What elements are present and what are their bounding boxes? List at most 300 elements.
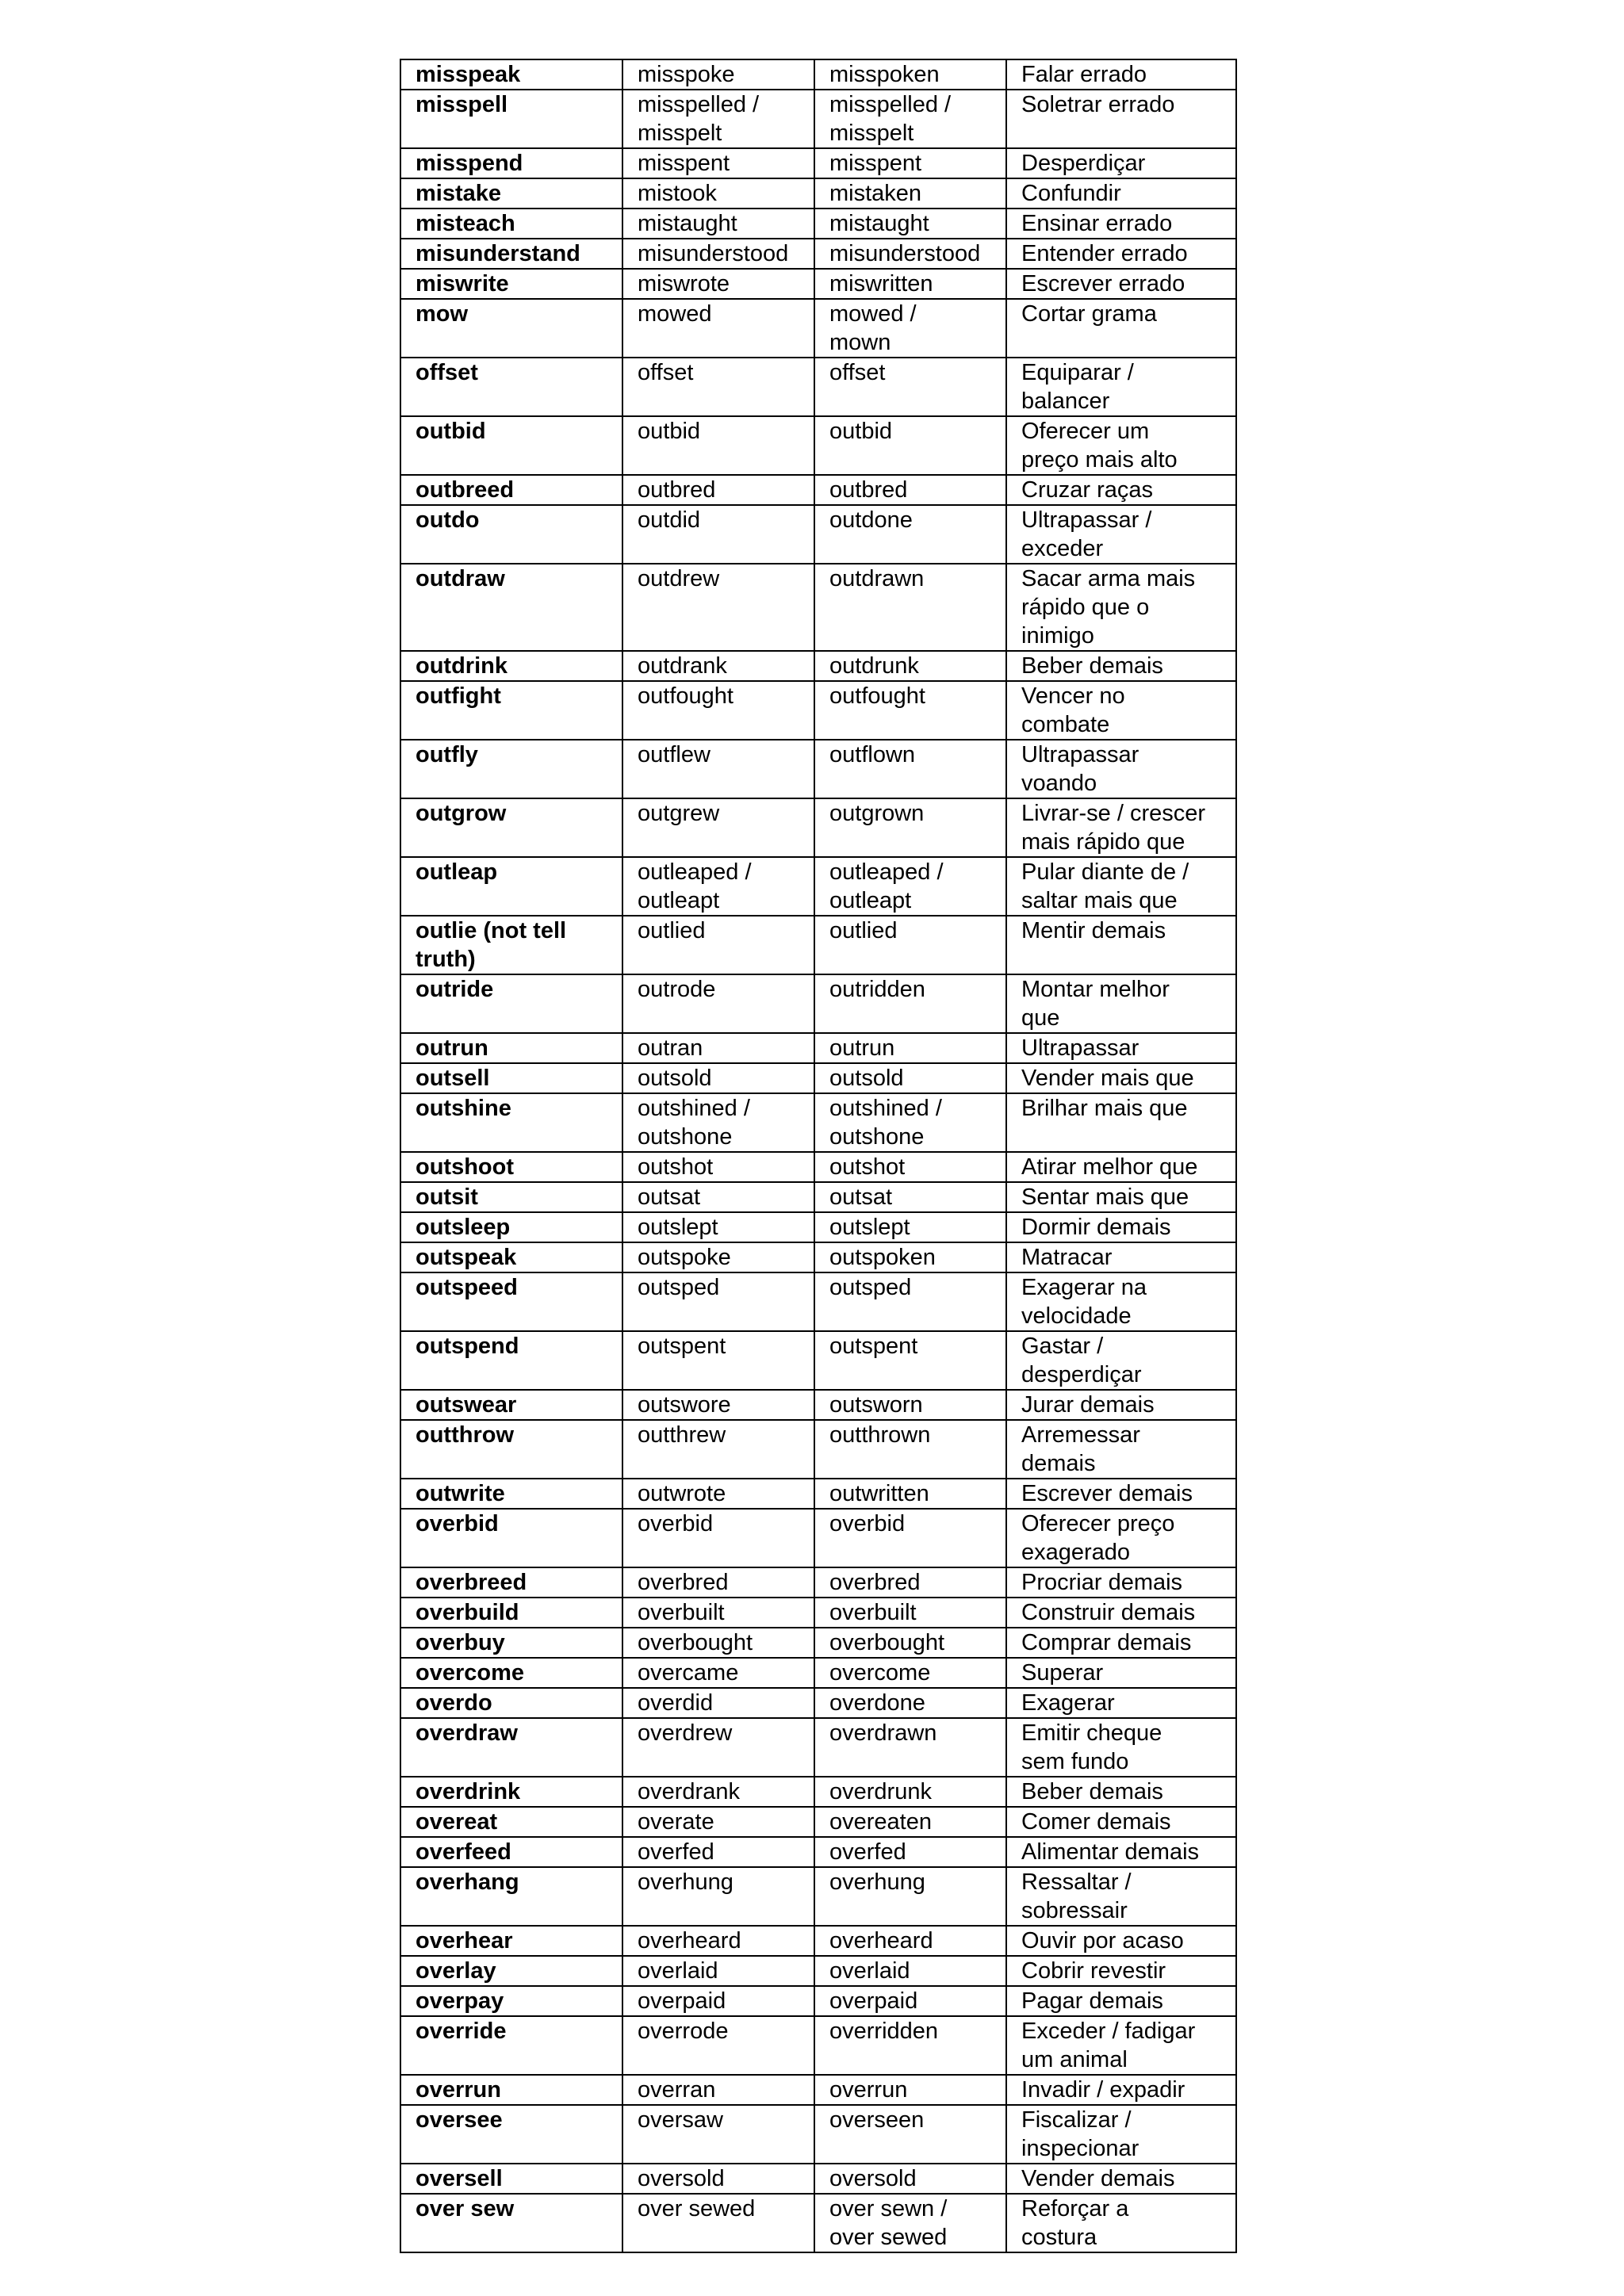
table-row	[400, 269, 1236, 299]
translation-text: Escrever errado	[1021, 271, 1185, 297]
base-form-text: over sew	[416, 2196, 515, 2221]
translation-cell	[1006, 1567, 1236, 1598]
past-simple-text: outbred	[638, 477, 716, 503]
base-form-cell	[400, 1628, 622, 1658]
table-row	[400, 90, 1236, 148]
past-participle-cell	[814, 148, 1006, 178]
past-simple-cell	[622, 1063, 814, 1093]
translation-text: Jurar demais	[1021, 1392, 1155, 1418]
past-simple-cell	[622, 1926, 814, 1956]
past-participle-text: outdone	[829, 507, 913, 533]
past-participle-text: overfed	[829, 1839, 906, 1865]
translation-cell	[1006, 2105, 1236, 2164]
table-row	[400, 1509, 1236, 1567]
past-participle-text: overcome	[829, 1660, 931, 1686]
past-participle-cell	[814, 974, 1006, 1033]
base-form-cell	[400, 416, 622, 475]
translation-text: Vender demais	[1021, 2166, 1175, 2191]
translation-text: Comer demais	[1021, 1809, 1171, 1835]
past-participle-text: outshot	[829, 1154, 906, 1180]
past-participle-cell	[814, 358, 1006, 416]
past-simple-text: overdrew	[638, 1720, 733, 1746]
past-simple-cell	[622, 148, 814, 178]
past-simple-text: overhung	[638, 1869, 733, 1895]
base-form-cell	[400, 90, 622, 148]
past-participle-text: outdrunk	[829, 653, 919, 679]
translation-text: Fiscalizar / inspecionar	[1021, 2107, 1139, 2161]
translation-text: Ultrapassar	[1021, 1035, 1139, 1061]
past-participle-text: over sewn / over sewed	[829, 2196, 948, 2250]
past-simple-cell	[622, 681, 814, 740]
past-participle-cell	[814, 1390, 1006, 1420]
past-simple-cell	[622, 2016, 814, 2075]
translation-cell	[1006, 798, 1236, 857]
past-participle-text: outslept	[829, 1215, 910, 1240]
past-simple-text: over sewed	[638, 2196, 756, 2221]
table-row	[400, 916, 1236, 974]
past-simple-cell	[622, 269, 814, 299]
table-row	[400, 1567, 1236, 1598]
past-simple-text: outsold	[638, 1066, 712, 1091]
table-row	[400, 148, 1236, 178]
past-simple-text: miswrote	[638, 271, 730, 297]
past-participle-text: outgrown	[829, 801, 925, 826]
translation-text: Oferecer um preço mais alto	[1021, 419, 1178, 473]
translation-text: Equiparar / balancer	[1021, 360, 1134, 414]
past-simple-cell	[622, 1807, 814, 1837]
past-participle-text: outbred	[829, 477, 908, 503]
past-participle-text: overdrawn	[829, 1720, 937, 1746]
past-participle-cell	[814, 1956, 1006, 1986]
past-simple-cell	[622, 740, 814, 798]
table-row	[400, 1986, 1236, 2016]
translation-text: Confundir	[1021, 181, 1121, 206]
translation-text: Cobrir revestir	[1021, 1958, 1166, 1984]
base-form-text: overbreed	[416, 1570, 527, 1595]
base-form-cell	[400, 2194, 622, 2252]
past-simple-cell	[622, 857, 814, 916]
past-simple-cell	[622, 974, 814, 1033]
base-form-text: outdrink	[416, 653, 508, 679]
base-form-text: overdraw	[416, 1720, 518, 1746]
translation-text: Vencer no combate	[1021, 683, 1125, 737]
past-participle-text: outrun	[829, 1035, 895, 1061]
past-simple-text: overdid	[638, 1690, 714, 1716]
past-participle-text: outwritten	[829, 1481, 929, 1506]
past-participle-text: outsold	[829, 1066, 904, 1091]
translation-text: Sacar arma mais rápido que o inimigo	[1021, 566, 1196, 649]
translation-cell	[1006, 505, 1236, 564]
translation-cell	[1006, 90, 1236, 148]
translation-cell	[1006, 1956, 1236, 1986]
past-participle-cell	[814, 1331, 1006, 1390]
base-form-cell	[400, 358, 622, 416]
translation-text: Desperdiçar	[1021, 151, 1146, 176]
translation-text: Ouvir por acaso	[1021, 1928, 1184, 1954]
past-participle-text: overhung	[829, 1869, 925, 1895]
past-participle-cell	[814, 209, 1006, 239]
table-row	[400, 1033, 1236, 1063]
base-form-text: outswear	[416, 1392, 517, 1418]
table-row	[400, 1182, 1236, 1212]
table-row	[400, 1658, 1236, 1688]
translation-text: Exagerar	[1021, 1690, 1115, 1716]
past-participle-cell	[814, 1420, 1006, 1479]
table-row	[400, 178, 1236, 209]
past-participle-cell	[814, 1242, 1006, 1272]
table-row	[400, 59, 1236, 90]
base-form-text: outfight	[416, 683, 501, 709]
table-row	[400, 1212, 1236, 1242]
past-simple-cell	[622, 209, 814, 239]
past-simple-cell	[622, 1509, 814, 1567]
past-participle-text: overridden	[829, 2019, 939, 2044]
table-row	[400, 1777, 1236, 1807]
past-simple-cell	[622, 1598, 814, 1628]
base-form-text: misspend	[416, 151, 523, 176]
past-participle-text: outsat	[829, 1184, 892, 1210]
past-participle-cell	[814, 2075, 1006, 2105]
base-form-text: outride	[416, 977, 494, 1002]
past-participle-text: overbuilt	[829, 1600, 917, 1625]
past-simple-text: overpaid	[638, 1988, 726, 2014]
past-participle-cell	[814, 651, 1006, 681]
past-participle-text: mistaught	[829, 211, 929, 236]
past-participle-cell	[814, 1986, 1006, 2016]
table-row	[400, 1807, 1236, 1837]
base-form-text: outsleep	[416, 1215, 511, 1240]
base-form-text: overcome	[416, 1660, 525, 1686]
translation-cell	[1006, 1986, 1236, 2016]
translation-text: Atirar melhor que	[1021, 1154, 1198, 1180]
past-participle-cell	[814, 1867, 1006, 1926]
base-form-text: outleap	[416, 859, 498, 885]
base-form-text: outspend	[416, 1334, 519, 1359]
past-simple-cell	[622, 1152, 814, 1182]
base-form-cell	[400, 1242, 622, 1272]
past-participle-cell	[814, 1033, 1006, 1063]
translation-text: Ensinar errado	[1021, 211, 1173, 236]
base-form-text: overbid	[416, 1511, 499, 1536]
past-simple-text: outleaped / outleapt	[638, 859, 752, 913]
table-row	[400, 2075, 1236, 2105]
translation-text: Gastar / desperdiçar	[1021, 1334, 1142, 1387]
past-participle-cell	[814, 1777, 1006, 1807]
past-simple-text: overran	[638, 2077, 716, 2103]
base-form-cell	[400, 1867, 622, 1926]
past-participle-cell	[814, 1688, 1006, 1718]
past-simple-cell	[622, 1242, 814, 1272]
past-participle-cell	[814, 2164, 1006, 2194]
translation-text: Ultrapassar / exceder	[1021, 507, 1152, 561]
table-row	[400, 651, 1236, 681]
past-simple-text: outsat	[638, 1184, 700, 1210]
base-form-text: outshoot	[416, 1154, 515, 1180]
table-row	[400, 358, 1236, 416]
past-participle-text: outlied	[829, 918, 898, 943]
base-form-cell	[400, 299, 622, 358]
translation-text: Falar errado	[1021, 62, 1147, 87]
past-simple-cell	[622, 1867, 814, 1926]
past-participle-text: overpaid	[829, 1988, 918, 2014]
table-row	[400, 1718, 1236, 1777]
past-simple-text: overbought	[638, 1630, 753, 1655]
past-simple-text: misspoke	[638, 62, 735, 87]
base-form-text: oversell	[416, 2166, 503, 2191]
past-participle-text: outflown	[829, 742, 916, 767]
past-simple-cell	[622, 1212, 814, 1242]
translation-cell	[1006, 1331, 1236, 1390]
past-simple-text: overdrank	[638, 1779, 740, 1804]
base-form-text: overpay	[416, 1988, 504, 2014]
past-participle-cell	[814, 299, 1006, 358]
past-simple-text: outshined / outshone	[638, 1096, 750, 1150]
past-participle-text: mowed / mown	[829, 301, 917, 355]
translation-text: Beber demais	[1021, 653, 1163, 679]
translation-cell	[1006, 209, 1236, 239]
past-participle-cell	[814, 269, 1006, 299]
base-form-cell	[400, 1479, 622, 1509]
table-row	[400, 239, 1236, 269]
past-simple-text: outfought	[638, 683, 733, 709]
past-simple-cell	[622, 505, 814, 564]
table-row	[400, 1479, 1236, 1509]
past-participle-cell	[814, 90, 1006, 148]
table-row	[400, 1837, 1236, 1867]
translation-cell	[1006, 299, 1236, 358]
base-form-cell	[400, 1688, 622, 1718]
past-participle-text: oversold	[829, 2166, 917, 2191]
translation-cell	[1006, 974, 1236, 1033]
past-simple-text: overbid	[638, 1511, 714, 1536]
past-simple-cell	[622, 1272, 814, 1331]
base-form-text: misteach	[416, 211, 515, 236]
table-row	[400, 1420, 1236, 1479]
past-participle-cell	[814, 1272, 1006, 1331]
past-simple-cell	[622, 2105, 814, 2164]
translation-cell	[1006, 1390, 1236, 1420]
past-simple-cell	[622, 1837, 814, 1867]
past-participle-cell	[814, 916, 1006, 974]
translation-text: Montar melhor que	[1021, 977, 1170, 1031]
past-simple-text: outdrank	[638, 653, 727, 679]
past-simple-cell	[622, 1956, 814, 1986]
past-simple-text: overheard	[638, 1928, 741, 1954]
past-participle-cell	[814, 1152, 1006, 1182]
past-simple-text: overate	[638, 1809, 714, 1835]
past-participle-text: outbid	[829, 419, 893, 444]
base-form-cell	[400, 1718, 622, 1777]
past-participle-cell	[814, 798, 1006, 857]
base-form-cell	[400, 857, 622, 916]
translation-cell	[1006, 2164, 1236, 2194]
base-form-cell	[400, 1390, 622, 1420]
past-simple-cell	[622, 2075, 814, 2105]
base-form-cell	[400, 1837, 622, 1867]
table-row	[400, 564, 1236, 651]
base-form-text: misspeak	[416, 62, 521, 87]
base-form-cell	[400, 1272, 622, 1331]
translation-cell	[1006, 564, 1236, 651]
base-form-cell	[400, 1509, 622, 1567]
past-simple-cell	[622, 1658, 814, 1688]
past-participle-cell	[814, 239, 1006, 269]
translation-text: Pagar demais	[1021, 1988, 1163, 2014]
translation-text: Matracar	[1021, 1245, 1113, 1270]
translation-cell	[1006, 1420, 1236, 1479]
base-form-cell	[400, 2105, 622, 2164]
past-simple-text: outspoke	[638, 1245, 731, 1270]
translation-cell	[1006, 1242, 1236, 1272]
base-form-cell	[400, 1926, 622, 1956]
past-participle-cell	[814, 564, 1006, 651]
base-form-text: outspeak	[416, 1245, 517, 1270]
translation-cell	[1006, 1926, 1236, 1956]
translation-text: Oferecer preço exagerado	[1021, 1511, 1175, 1565]
past-simple-cell	[622, 358, 814, 416]
base-form-text: overbuild	[416, 1600, 519, 1625]
translation-cell	[1006, 1479, 1236, 1509]
translation-cell	[1006, 1718, 1236, 1777]
translation-cell	[1006, 416, 1236, 475]
base-form-cell	[400, 1807, 622, 1837]
past-simple-text: outshot	[638, 1154, 714, 1180]
past-simple-text: outgrew	[638, 801, 720, 826]
base-form-text: outfly	[416, 742, 478, 767]
past-participle-text: misspoken	[829, 62, 940, 87]
translation-cell	[1006, 1152, 1236, 1182]
past-simple-text: outsped	[638, 1275, 720, 1300]
base-form-cell	[400, 1598, 622, 1628]
past-simple-cell	[622, 651, 814, 681]
translation-text: Cortar grama	[1021, 301, 1157, 327]
translation-cell	[1006, 1272, 1236, 1331]
base-form-cell	[400, 651, 622, 681]
past-participle-text: mistaken	[829, 181, 922, 206]
past-simple-cell	[622, 916, 814, 974]
table-row	[400, 505, 1236, 564]
base-form-cell	[400, 475, 622, 505]
translation-cell	[1006, 59, 1236, 90]
base-form-cell	[400, 798, 622, 857]
past-simple-text: mistook	[638, 181, 717, 206]
past-simple-text: misspent	[638, 151, 730, 176]
base-form-cell	[400, 564, 622, 651]
past-participle-cell	[814, 1479, 1006, 1509]
past-participle-cell	[814, 416, 1006, 475]
past-participle-text: overbred	[829, 1570, 921, 1595]
past-participle-cell	[814, 1509, 1006, 1567]
translation-cell	[1006, 1182, 1236, 1212]
translation-cell	[1006, 1837, 1236, 1867]
base-form-text: outwrite	[416, 1481, 505, 1506]
past-participle-cell	[814, 1567, 1006, 1598]
base-form-text: outdraw	[416, 566, 505, 591]
translation-cell	[1006, 1033, 1236, 1063]
table-row	[400, 209, 1236, 239]
table-row	[400, 1331, 1236, 1390]
table-row	[400, 1598, 1236, 1628]
translation-cell	[1006, 148, 1236, 178]
base-form-text: outthrow	[416, 1422, 515, 1448]
base-form-cell	[400, 1063, 622, 1093]
past-simple-cell	[622, 1033, 814, 1063]
past-simple-text: outslept	[638, 1215, 718, 1240]
translation-cell	[1006, 1777, 1236, 1807]
table-row	[400, 2105, 1236, 2164]
translation-cell	[1006, 358, 1236, 416]
base-form-cell	[400, 681, 622, 740]
past-participle-text: offset	[829, 360, 886, 385]
base-form-text: outbid	[416, 419, 486, 444]
past-participle-cell	[814, 1628, 1006, 1658]
translation-text: Soletrar errado	[1021, 92, 1175, 117]
past-participle-cell	[814, 1926, 1006, 1956]
translation-cell	[1006, 1063, 1236, 1093]
translation-text: Pular diante de / saltar mais que	[1021, 859, 1189, 913]
past-participle-text: misunderstood	[829, 241, 981, 266]
past-participle-text: outspoken	[829, 1245, 936, 1270]
past-simple-text: overfed	[638, 1839, 714, 1865]
translation-cell	[1006, 1658, 1236, 1688]
base-form-text: misspell	[416, 92, 508, 117]
past-simple-cell	[622, 299, 814, 358]
past-simple-text: outswore	[638, 1392, 731, 1418]
table-row	[400, 2164, 1236, 2194]
base-form-cell	[400, 1986, 622, 2016]
base-form-text: outlie (not tell truth)	[416, 918, 567, 972]
base-form-cell	[400, 59, 622, 90]
past-participle-cell	[814, 681, 1006, 740]
past-simple-text: outran	[638, 1035, 703, 1061]
table-row	[400, 1272, 1236, 1331]
past-participle-text: misspelled / misspelt	[829, 92, 952, 146]
past-simple-cell	[622, 1718, 814, 1777]
past-participle-text: outsworn	[829, 1392, 923, 1418]
translation-text: Exceder / fadigar um animal	[1021, 2019, 1196, 2072]
past-participle-text: outsped	[829, 1275, 912, 1300]
past-simple-text: offset	[638, 360, 694, 385]
past-participle-cell	[814, 740, 1006, 798]
past-participle-cell	[814, 1658, 1006, 1688]
past-simple-cell	[622, 1182, 814, 1212]
base-form-cell	[400, 1567, 622, 1598]
base-form-text: overlay	[416, 1958, 496, 1984]
base-form-text: mistake	[416, 181, 502, 206]
base-form-text: misunderstand	[416, 241, 580, 266]
past-participle-cell	[814, 2194, 1006, 2252]
translation-cell	[1006, 1867, 1236, 1926]
past-simple-text: overbuilt	[638, 1600, 725, 1625]
translation-text: Dormir demais	[1021, 1215, 1171, 1240]
base-form-cell	[400, 209, 622, 239]
past-participle-cell	[814, 1093, 1006, 1152]
translation-cell	[1006, 239, 1236, 269]
past-simple-text: mowed	[638, 301, 712, 327]
base-form-cell	[400, 1182, 622, 1212]
translation-text: Exagerar na velocidade	[1021, 1275, 1147, 1329]
translation-text: Emitir cheque sem fundo	[1021, 1720, 1162, 1774]
translation-cell	[1006, 857, 1236, 916]
translation-cell	[1006, 916, 1236, 974]
past-simple-cell	[622, 1093, 814, 1152]
translation-cell	[1006, 651, 1236, 681]
translation-text: Sentar mais que	[1021, 1184, 1189, 1210]
base-form-text: miswrite	[416, 271, 509, 297]
past-simple-cell	[622, 1777, 814, 1807]
table-row	[400, 1688, 1236, 1718]
past-simple-text: outspent	[638, 1334, 726, 1359]
